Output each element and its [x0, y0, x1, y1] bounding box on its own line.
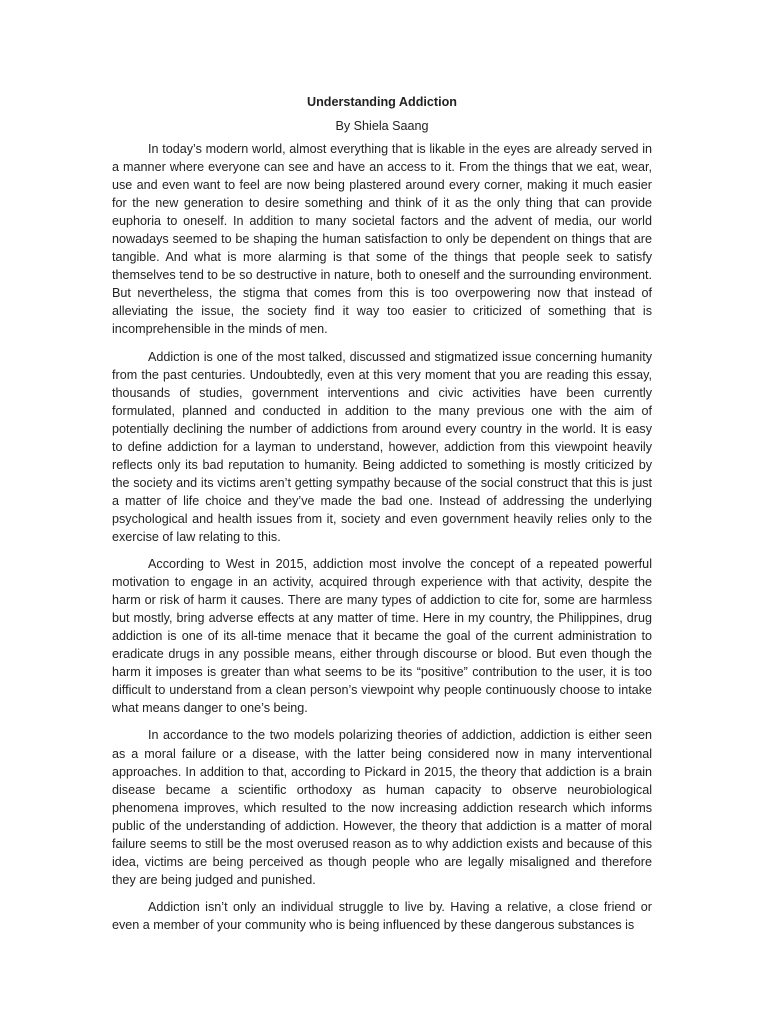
document-title: Understanding Addiction	[307, 95, 457, 109]
paragraph-5: Addiction isn’t only an individual struggle to live by. Having a relative, a close friend or even a member of your community who is being influenced by these dangerous substances is	[112, 899, 652, 932]
paragraph-3: According to West in 2015, addiction most involve the concept of a repeated powerful motivation to engage in an activity, acquired through experience with that activity, despite the harm or risk of harm it causes. There are many types of addiction to cite for, some are harmless but mostly, bring adverse effects at any matter of time. Here in my country, the Philippines, drug addiction is one of its all-time menace that it became the goal of the current administration to eradicate drugs in any possible means, either through discourse or blood. But even though the harm it imposes is greater than what seems to be its “positive” contribution to the user, it is too difficult to understand from a clean person’s viewpoint why people continuously choose to intake what means danger to one’s being.	[112, 557, 652, 716]
paragraph-1: In today’s modern world, almost everything that is likable in the eyes are already served in a manner where everyone can see and have an access to it. From the things that we eat, wear, use and even want to feel are now being plastered around every corner, making it much easier for the new generation to desire something and think of it as the only thing that can provide euphoria to oneself. In addition to many societal factors and the advent of media, our world nowadays seemed to be shaping the human satisfaction to only be dependent on things that are tangible. And what is more alarming is that some of the things that people seek to satisfy themselves tend to be so destructive in nature, both to oneself and the surrounding environment. But nevertheless, the stigma that comes from this is too overpowering now that instead of alleviating the issue, the society find it way too easier to criticized of something that is incomprehensible in the minds of men.	[112, 142, 652, 337]
paragraph-2: Addiction is one of the most talked, discussed and stigmatized issue concerning humanity from the past centuries. Undoubtedly, even at this very moment that you are reading this essay, thousands of studies, government interventions and civic activities have been currently formulated, planned and conducted in addition to the many previous one with the aim of potentially declining the number of addictions from around every country in the world. It is easy to define addiction for a layman to understand, however, addiction from this viewpoint heavily reflects only its bad reputation to humanity. Being addicted to something is mostly criticized by the society and its victims aren’t getting sympathy because of the social construct that this is just a matter of life choice and they’ve made the bad one. Instead of addressing the underlying psychological and health issues from it, society and even government heavily relies only to the exercise of law relating to this.	[112, 349, 652, 544]
paragraph-4: In accordance to the two models polarizing theories of addiction, addiction is either seen as a moral failure or a disease, with the latter being considered now in many interventional approaches. In addition to that, according to Pickard in 2015, the theory that addiction is a brain disease became a scientific orthodoxy as human capacity to observe neurobiological phenomena improves, which resulted to the now increasing addiction research which informs public of the understanding of addiction. However, the theory that addiction is a matter of moral failure seems to still be the most overused reason as to why addiction exists and because of this idea, victims are being perceived as though people who are legally misaligned and therefore they are being judged and punished.	[112, 728, 652, 887]
document-author: By Shiela Saang	[335, 119, 429, 133]
document-body	[112, 93, 652, 943]
